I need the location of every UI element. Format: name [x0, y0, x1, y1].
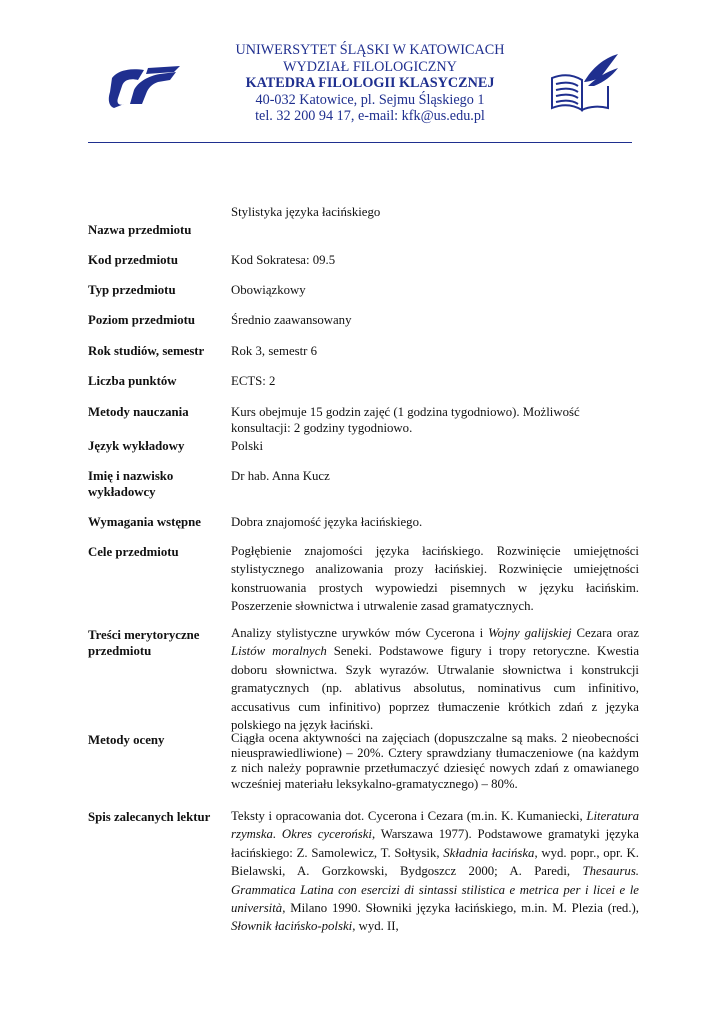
readings-text-4: , Milano 1990. Słowniki języka łacińskiego, m.in. M. Plezia (red.), [282, 901, 639, 916]
content-value [231, 624, 639, 734]
teaching-methods-label: Metody nauczania [88, 405, 189, 419]
readings-title-4: Słownik łacińsko-polski [231, 919, 353, 934]
department-name: KATEDRA FILOLOGII KLASYCZNEJ [245, 75, 495, 92]
content-text-3: Seneki. Podstawowe figury i tropy retoryczne. Kwestia doboru słownictwa. Szyk wyrazów. Utrwalanie słownictwa i konstrukcji gramatycznych (np. ablativus absolutus, nominativus cum infinitivo, accusativus cum infinitivo) poprzez tłumaczenie krótkich zdań z języka polskiego na język łaciński. [231, 644, 639, 733]
readings-text-2: , Warszawa 1977). Podstawowe gramatyki języka łacińskiego: Z. Samolewicz, T. Sołtysik, [231, 827, 639, 860]
course-code-label: Kod przedmiotu [88, 253, 178, 267]
readings-text-3: , wyd. popr., opr. K. Bielawski, A. Gorzkowski, Bydgoszcz 2000; A. Paredi, [231, 845, 639, 879]
course-points-label: Liczba punktów [88, 374, 177, 388]
course-year-value: Rok 3, semestr 6 [231, 344, 318, 358]
readings-value [231, 807, 639, 936]
readings-text-5: , wyd. II, [352, 919, 399, 934]
institution-header [200, 42, 540, 125]
content-title-1: Wojny galijskiej [488, 626, 572, 640]
department-address: 40-032 Katowice, pl. Sejmu Śląskiego 1 [255, 91, 485, 108]
university-logo-icon [108, 64, 180, 110]
header-rule [88, 142, 632, 143]
course-level-label: Poziom przedmiotu [88, 313, 195, 327]
lecturer-value: Dr hab. Anna Kucz [231, 469, 330, 483]
readings-title-2: Składnia łacińska [443, 845, 535, 860]
course-code-value: Kod Sokratesa: 09.5 [231, 253, 336, 267]
course-type-label: Typ przedmiotu [88, 283, 176, 297]
goals-value: Pogłębienie znajomości języka łacińskiego. Rozwinięcie umiejętności stylistycznego analizowania prozy łacińskiej. Rozwinięcie umiejętności konstruowania prostych wypowiedzi pisemnych w języku łacińskim. Poszerzenie słownictwa i utrwalenie zasad gramatycznych. [231, 544, 639, 614]
assessment-label: Metody oceny [88, 733, 165, 747]
course-level-value: Średnio zaawansowany [231, 313, 352, 327]
language-label: Język wykładowy [88, 439, 185, 453]
readings-label: Spis zalecanych lektur [88, 810, 211, 824]
content-text-2: Cezara oraz [571, 626, 640, 640]
course-name-label: Nazwa przedmiotu [88, 223, 192, 237]
course-year-label: Rok studiów, semestr [88, 344, 205, 358]
faculty-name: WYDZIAŁ FILOLOGICZNY [283, 58, 457, 75]
teaching-methods-value: Kurs obejmuje 15 godzin zajęć (1 godzina tygodniowo). Możliwość konsultacji: 2 godziny tygodniowo. [231, 405, 580, 436]
university-name: UNIWERSYTET ŚLĄSKI W KATOWICACH [235, 42, 505, 58]
readings-text-1: Teksty i opracowania dot. Cycerona i Cezara (m.in. K. Kumaniecki, [231, 809, 587, 823]
prerequisites-label: Wymagania wstępne [88, 515, 201, 529]
open-book-wing-icon [548, 52, 620, 116]
content-title-2: Listów moralnych [231, 644, 327, 659]
course-points-value: ECTS: 2 [231, 374, 276, 388]
content-label: Treści merytoryczne przedmiotu [88, 628, 200, 659]
goals-label: Cele przedmiotu [88, 545, 179, 559]
department-contact: tel. 32 200 94 17, e-mail: kfk@us.edu.pl [255, 108, 485, 125]
readings-title-3: Thesaurus. Grammatica Latina con esercizi di sintassi stilistica e metrica per i licei e le università [231, 864, 639, 916]
language-value: Polski [231, 439, 264, 453]
course-type-value: Obowiązkowy [231, 283, 306, 297]
assessment-value: Ciągła ocena aktywności na zajęciach (dopuszczalne są maks. 2 nieobecności nieusprawiedliwione) – 20%. Cztery sprawdziany tłumaczeniowe (na każdym z nich należy poprawnie przetłumaczyć dziesięć nowych zdań z omawianego wcześniej materiału leksykalno-gramatycznego) – 80%. [231, 731, 639, 791]
content-text-1: Analizy stylistyczne urywków mów Cycerona i [231, 626, 489, 640]
course-name-value: Stylistyka języka łacińskiego [231, 205, 381, 219]
prerequisites-value: Dobra znajomość języka łacińskiego. [231, 515, 423, 529]
lecturer-label: Imię i nazwisko wykładowcy [88, 469, 174, 500]
readings-title-1: Literatura rzymska. Okres cyceroński [231, 809, 639, 842]
